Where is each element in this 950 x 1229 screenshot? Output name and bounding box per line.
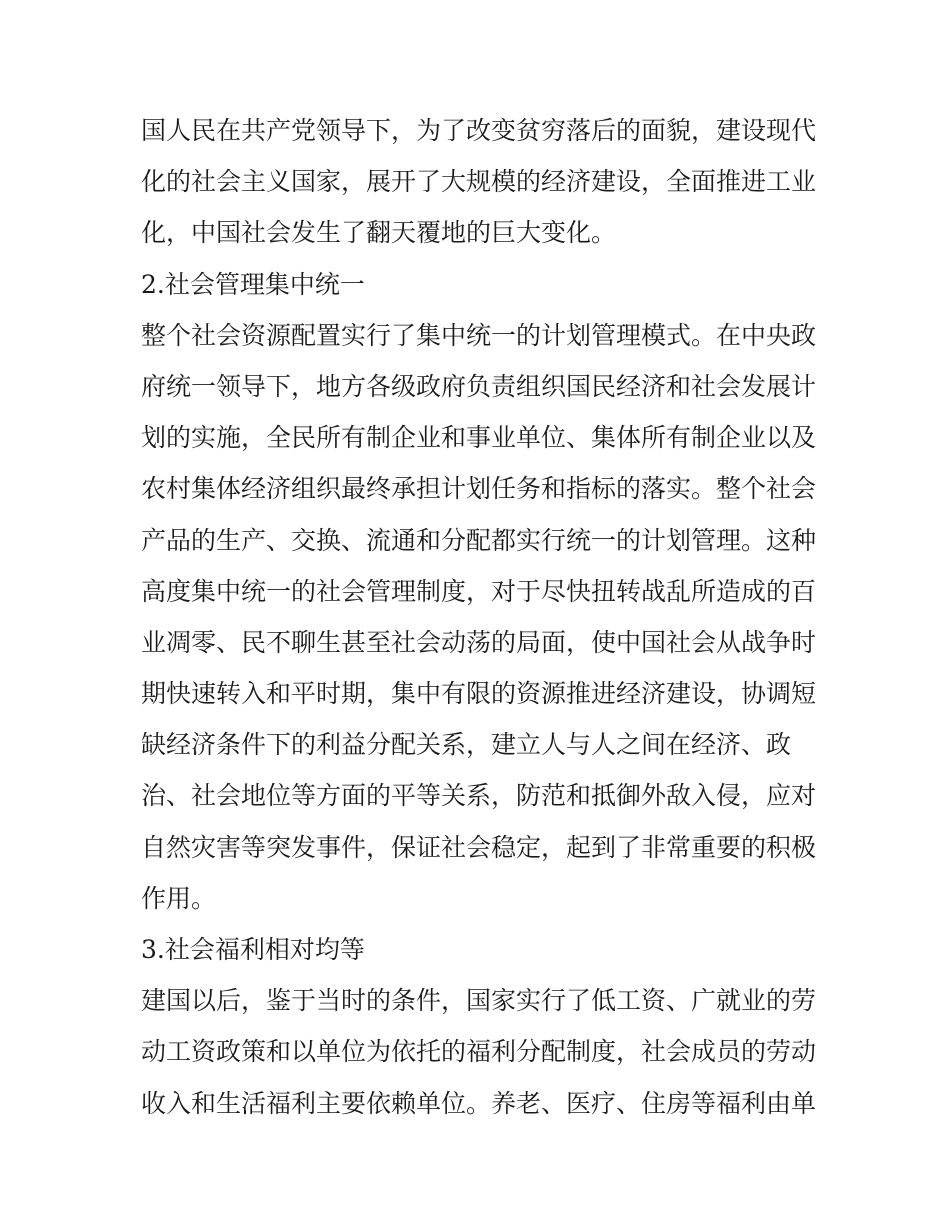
paragraph-line: 作用。	[141, 883, 217, 913]
paragraph-line: 治、社会地位等方面的平等关系，防范和抵御外敌入侵，应对	[141, 781, 817, 811]
paragraph-line: 动工资政策和以单位为依托的福利分配制度，社会成员的劳动	[141, 1037, 817, 1067]
paragraph-line: 收入和生活福利主要依赖单位。养老、医疗、住房等福利由单	[141, 1088, 817, 1118]
paragraph-line: 整个社会资源配置实行了集中统一的计划管理模式。在中央政	[141, 320, 817, 350]
section-2-paragraph	[141, 310, 817, 924]
paragraph-line: 化的社会主义国家，展开了大规模的经济建设，全面推进工业	[141, 167, 817, 197]
paragraph-line: 划的实施，全民所有制企业和事业单位、集体所有制企业以及	[141, 423, 817, 453]
paragraph-line: 建国以后，鉴于当时的条件，国家实行了低工资、广就业的劳	[141, 986, 817, 1016]
paragraph-line: 高度集中统一的社会管理制度，对于尽快扭转战乱所造成的百	[141, 576, 817, 606]
intro-paragraph	[141, 105, 817, 259]
paragraph-line: 产品的生产、交换、流通和分配都实行统一的计划管理。这种	[141, 525, 817, 555]
section-3-paragraph	[141, 975, 817, 1129]
paragraph-line: 府统一领导下，地方各级政府负责组织国民经济和社会发展计	[141, 371, 817, 401]
paragraph-line: 农村集体经济组织最终承担计划任务和指标的落实。整个社会	[141, 474, 817, 504]
paragraph-line: 期快速转入和平时期，集中有限的资源推进经济建设，协调短	[141, 679, 817, 709]
section-heading-3: 3.社会福利相对均等	[141, 935, 365, 964]
section-heading-2: 2.社会管理集中统一	[141, 269, 365, 299]
document-body	[141, 105, 817, 1129]
paragraph-line: 缺经济条件下的利益分配关系，建立人与人之间在经济、政	[141, 730, 792, 760]
paragraph-line: 国人民在共产党领导下，为了改变贫穷落后的面貌，建设现代	[141, 116, 817, 145]
paragraph-line: 业凋零、民不聊生甚至社会动荡的局面，使中国社会从战争时	[141, 627, 817, 657]
paragraph-line: 自然灾害等突发事件，保证社会稳定，起到了非常重要的积极	[141, 832, 817, 862]
paragraph-line: 化，中国社会发生了翻天覆地的巨大变化。	[141, 218, 617, 248]
